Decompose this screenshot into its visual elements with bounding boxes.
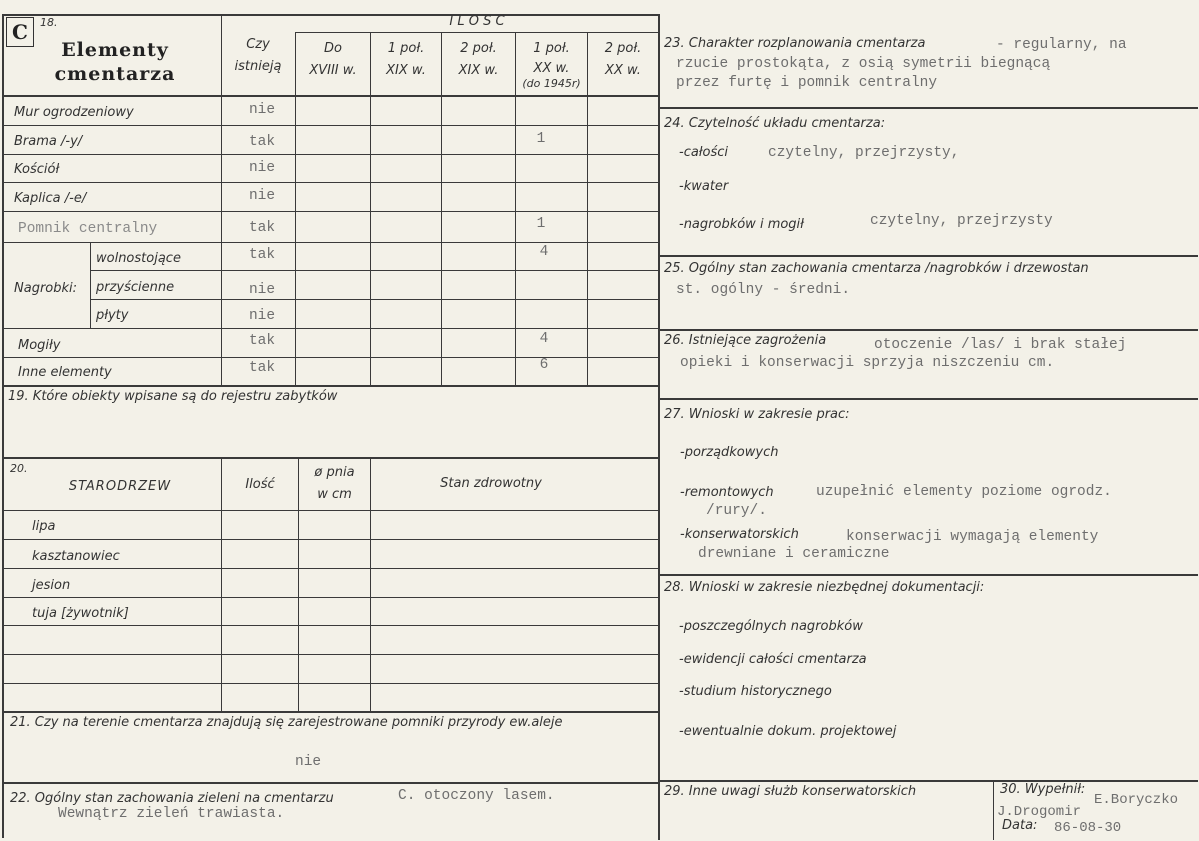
- s22-value-2: Wewnątrz zieleń trawiasta.: [58, 806, 285, 822]
- s23-line-3: przez furtę i pomnik centralny: [676, 75, 938, 91]
- tree-name: lipa: [32, 519, 56, 534]
- nagrobki-label: Nagrobki:: [14, 281, 78, 296]
- s24-item-value: czytelny, przejrzysty: [870, 213, 1053, 229]
- row-exists: nie: [248, 188, 276, 204]
- divider-center: [658, 14, 660, 840]
- divider-h: [658, 255, 1198, 257]
- row-label: Mur ogrodzeniowy: [14, 105, 134, 120]
- s24-item-value: czytelny, przejrzysty,: [768, 145, 960, 161]
- divider-h: [2, 654, 658, 655]
- row-label: Pomnik centralny: [18, 221, 158, 237]
- s26-value-1: otoczenie /las/ i brak stałej: [874, 337, 1127, 353]
- header-czy: Czy: [246, 37, 270, 52]
- divider-h: [2, 242, 658, 243]
- s27-item-value-2: drewniane i ceramiczne: [698, 546, 890, 562]
- divider-h: [2, 328, 658, 329]
- divider-h: [2, 95, 658, 97]
- row-label: płyty: [96, 308, 129, 323]
- period-1-l1: Do: [324, 41, 342, 56]
- s21-label: 21. Czy na terenie cmentarza znajdują się zarejestrowane pomniki przyrody ew.aleje: [10, 715, 563, 730]
- divider-h: [658, 574, 1198, 576]
- s27-item-label: -konserwatorskich: [680, 527, 799, 542]
- divider-h: [658, 107, 1198, 109]
- s26-label: 26. Istniejące zagrożenia: [664, 333, 827, 348]
- s22-value-1: C. otoczony lasem.: [398, 788, 555, 804]
- s26-value-2: opieki i konserwacji sprzyja niszczeniu cm.: [680, 355, 1055, 371]
- s27-item-label: -porządkowych: [680, 445, 779, 460]
- row-label: Mogiły: [18, 338, 61, 353]
- row-qty: 4: [539, 331, 549, 347]
- s30-name-2: J.Drogomir: [997, 804, 1082, 820]
- header-ilosc: I L O S C: [449, 14, 505, 29]
- row-label: Brama /-y/: [14, 134, 83, 149]
- divider-left-edge: [2, 14, 4, 838]
- section-letter-box: C: [6, 17, 34, 47]
- s28-item: -ewidencji całości cmentarza: [679, 652, 867, 667]
- row-label: wolnostojące: [96, 251, 181, 266]
- divider-h: [658, 329, 1198, 331]
- period-5-l1: 2 poł.: [604, 41, 642, 56]
- divider-h: [2, 782, 658, 784]
- row-exists: nie: [248, 282, 276, 298]
- s29-label: 29. Inne uwagi służb konserwatorskich: [664, 784, 917, 799]
- period-4-l1: 1 poł.: [533, 41, 570, 56]
- tree-name: tuja [żywotnik]: [32, 606, 129, 621]
- divider-h: [295, 32, 658, 33]
- divider-v: [221, 457, 222, 711]
- s30-date: 86-08-30: [1054, 820, 1122, 836]
- period-2-l2: XIX w.: [386, 63, 426, 78]
- row-exists: nie: [248, 160, 276, 176]
- row-label: Inne elementy: [18, 365, 112, 380]
- s30-date-label: Data:: [1002, 818, 1038, 833]
- s27-label: 27. Wnioski w zakresie prac:: [664, 407, 850, 422]
- row-label: Kaplica /-e/: [14, 191, 87, 206]
- divider-h: [2, 385, 658, 387]
- period-4-l2: XX w.: [533, 61, 570, 76]
- row-qty: 1: [536, 216, 546, 232]
- row-label: przyścienne: [96, 280, 175, 295]
- divider-v: [370, 457, 371, 711]
- tree-name: jesion: [32, 578, 71, 593]
- s21-answer: nie: [295, 754, 322, 770]
- divider-h: [2, 182, 658, 183]
- row-label: Kościół: [14, 162, 60, 177]
- s23-line-1: - regularny, na: [996, 37, 1127, 53]
- row-exists: tak: [248, 360, 276, 376]
- title-cmentarza: cmentarza: [54, 63, 176, 85]
- divider-v: [587, 32, 588, 385]
- s25-value: st. ogólny - średni.: [676, 282, 851, 298]
- divider-h: [2, 211, 658, 212]
- row-qty: 6: [539, 357, 549, 373]
- s23-line-2: rzucie prostokąta, z osią symetrii biegnącą: [676, 56, 1051, 72]
- divider-h: [2, 683, 658, 684]
- s20-header-pnia-1: ø pnia: [314, 465, 355, 480]
- period-3-l2: XIX w.: [458, 63, 499, 78]
- divider-h: [658, 398, 1198, 400]
- header-istnieja: istnieją: [234, 59, 282, 74]
- s28-item: -poszczególnych nagrobków: [679, 619, 863, 634]
- divider-h: [90, 299, 658, 300]
- divider-v: [993, 780, 994, 840]
- row-exists: tak: [248, 134, 276, 150]
- divider-h: [658, 780, 1198, 782]
- row-exists: nie: [248, 102, 276, 118]
- divider-h: [2, 711, 658, 713]
- s27-item-value-2: /rury/.: [706, 503, 767, 519]
- s24-label: 24. Czytelność układu cmentarza:: [664, 116, 886, 131]
- row-qty: 4: [539, 244, 549, 260]
- s20-header-starodrzew: STARODRZEW: [68, 479, 172, 494]
- row-exists: tak: [248, 220, 276, 236]
- period-5-l2: XX w.: [605, 63, 641, 78]
- divider-v: [441, 32, 442, 385]
- s27-item-value-1: uzupełnić elementy poziome ogrodz.: [816, 484, 1112, 500]
- period-2-l1: 1 poł.: [387, 41, 425, 56]
- row-exists: tak: [248, 333, 276, 349]
- s27-item-value-1: konserwacji wymagają elementy: [846, 529, 1099, 545]
- row-exists: tak: [248, 247, 276, 263]
- divider-h: [2, 597, 658, 598]
- s23-label: 23. Charakter rozplanowania cmentarza: [664, 36, 926, 51]
- s27-item-label: -remontowych: [680, 485, 774, 500]
- section-number: 18.: [40, 16, 58, 29]
- s30-name-1: E.Boryczko: [1094, 792, 1179, 808]
- divider-h: [90, 270, 658, 271]
- row-qty: 1: [536, 131, 546, 147]
- s24-item-label: -kwater: [679, 179, 729, 194]
- divider-h: [2, 625, 658, 626]
- s25-label: 25. Ogólny stan zachowania cmentarza /nagrobków i drzewostan: [664, 261, 1089, 276]
- s20-header-stan: Stan zdrowotny: [440, 476, 542, 491]
- divider-nagrobki: [90, 242, 91, 328]
- divider-h: [2, 154, 658, 155]
- period-3-l1: 2 poł.: [460, 41, 497, 56]
- s20-header-ilosc: Ilość: [245, 477, 275, 492]
- s19-label: 19. Które obiekty wpisane są do rejestru zabytków: [8, 389, 338, 404]
- s20-number: 20.: [10, 462, 28, 475]
- period-1-l2: XVIII w.: [309, 63, 357, 78]
- divider-h: [2, 125, 658, 126]
- s30-label: 30. Wypełnił:: [1000, 782, 1086, 797]
- s24-item-label: -całości: [679, 145, 729, 160]
- title-elementy: Elementy: [61, 39, 169, 61]
- divider-h: [2, 510, 658, 511]
- s28-label: 28. Wnioski w zakresie niezbędnej dokumentacji:: [664, 580, 985, 595]
- s20-header-pnia-2: w cm: [317, 487, 352, 502]
- s28-item: -ewentualnie dokum. projektowej: [679, 724, 897, 739]
- divider-h: [2, 457, 658, 459]
- row-exists: nie: [248, 308, 276, 324]
- divider-h: [2, 539, 658, 540]
- s24-item-label: -nagrobków i mogił: [679, 217, 804, 232]
- s28-item: -studium historycznego: [679, 684, 832, 699]
- s22-label: 22. Ogólny stan zachowania zieleni na cmentarzu: [10, 791, 334, 806]
- divider-v: [370, 32, 371, 385]
- period-4-l3: (do 1945r): [522, 77, 581, 90]
- divider-h: [2, 568, 658, 569]
- tree-name: kasztanowiec: [32, 549, 120, 564]
